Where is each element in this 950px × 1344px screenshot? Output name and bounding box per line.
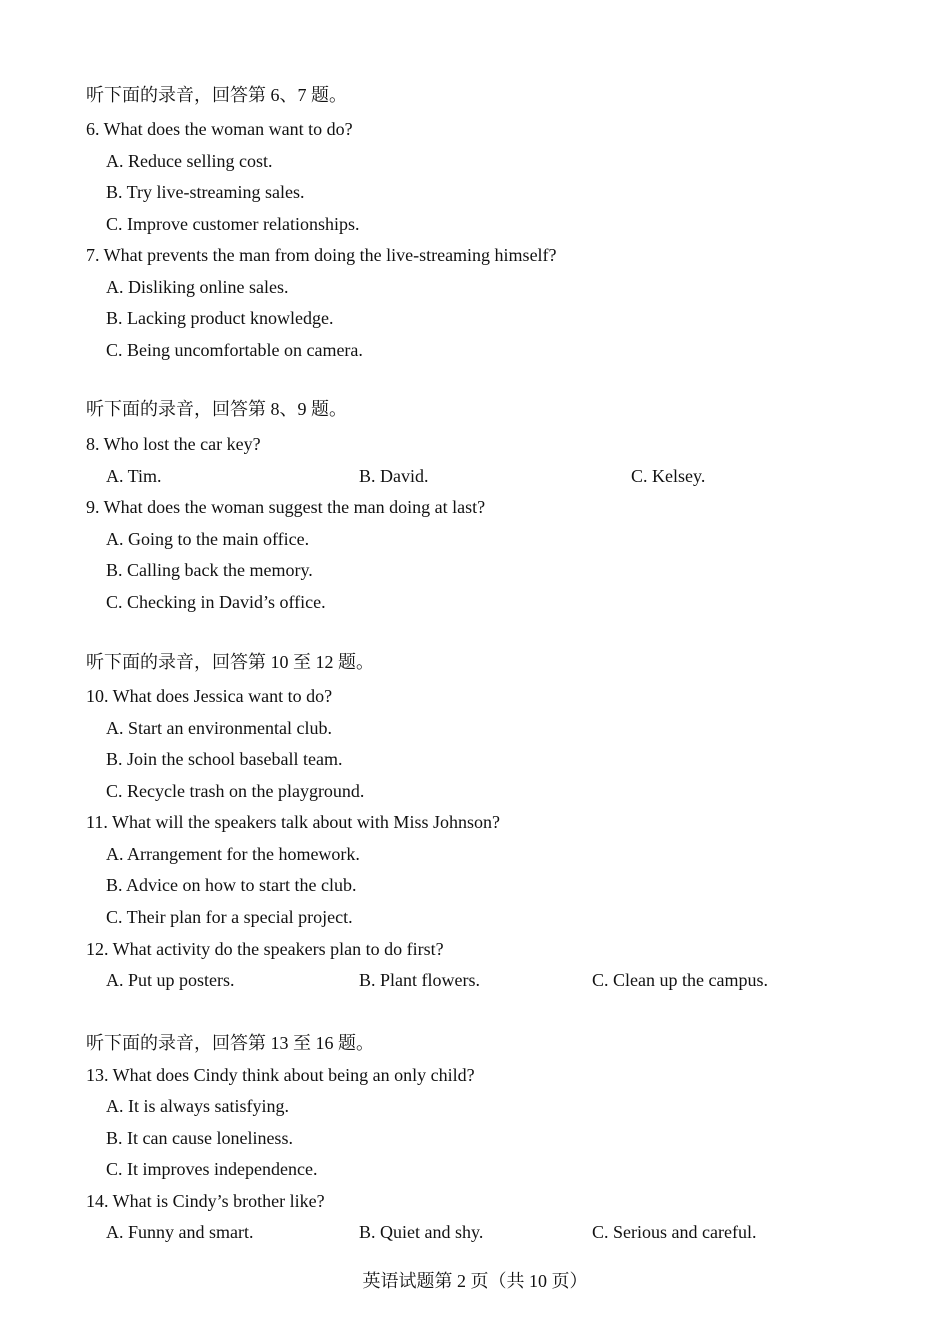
option-c: C. Improve customer relationships. <box>106 214 360 234</box>
option-a: A. It is always satisfying. <box>106 1096 289 1116</box>
option-b: B. Calling back the memory. <box>106 560 313 580</box>
option-a: A. Going to the main office. <box>106 529 310 549</box>
option-b: B. Try live-streaming sales. <box>106 182 305 202</box>
question-text: 12. What activity do the speakers plan to do first? <box>86 939 444 959</box>
option-c: C. Kelsey. <box>631 466 706 486</box>
question-text: 7. What prevents the man from doing the live-streaming himself? <box>86 245 557 265</box>
option-c: C. Being uncomfortable on camera. <box>106 340 363 360</box>
option-a: A. Funny and smart. <box>106 1222 254 1242</box>
section-heading: 听下面的录音，回答第 8、9 题。 <box>86 399 347 419</box>
option-a: A. Reduce selling cost. <box>106 151 273 171</box>
option-c: C. It improves independence. <box>106 1159 318 1179</box>
option-a: A. Tim. <box>106 466 162 486</box>
question-text: 9. What does the woman suggest the man doing at last? <box>86 497 486 517</box>
option-b: B. Plant flowers. <box>359 970 480 990</box>
question-text: 6. What does the woman want to do? <box>86 119 353 139</box>
question-text: 10. What does Jessica want to do? <box>86 686 333 706</box>
page-footer: 英语试题第 2 页（共 10 页） <box>362 1271 588 1291</box>
question-text: 8. Who lost the car key? <box>86 434 261 454</box>
option-c: C. Serious and careful. <box>592 1222 757 1242</box>
option-c: C. Their plan for a special project. <box>106 907 353 927</box>
question-text: 11. What will the speakers talk about with Miss Johnson? <box>86 812 500 832</box>
option-c: C. Recycle trash on the playground. <box>106 781 365 801</box>
section-heading: 听下面的录音，回答第 13 至 16 题。 <box>86 1033 374 1053</box>
option-a: A. Arrangement for the homework. <box>106 844 360 864</box>
section-heading: 听下面的录音，回答第 10 至 12 题。 <box>86 652 374 672</box>
option-a: A. Disliking online sales. <box>106 277 289 297</box>
option-a: A. Start an environmental club. <box>106 718 332 738</box>
option-a: A. Put up posters. <box>106 970 235 990</box>
option-c: C. Checking in David’s office. <box>106 592 326 612</box>
option-b: B. Advice on how to start the club. <box>106 875 357 895</box>
section-heading: 听下面的录音，回答第 6、7 题。 <box>86 85 347 105</box>
option-b: B. David. <box>359 466 429 486</box>
option-c: C. Clean up the campus. <box>592 970 768 990</box>
question-text: 13. What does Cindy think about being an only child? <box>86 1065 475 1085</box>
option-b: B. It can cause loneliness. <box>106 1128 293 1148</box>
option-b: B. Join the school baseball team. <box>106 749 343 769</box>
option-b: B. Quiet and shy. <box>359 1222 484 1242</box>
question-text: 14. What is Cindy’s brother like? <box>86 1191 325 1211</box>
option-b: B. Lacking product knowledge. <box>106 308 334 328</box>
